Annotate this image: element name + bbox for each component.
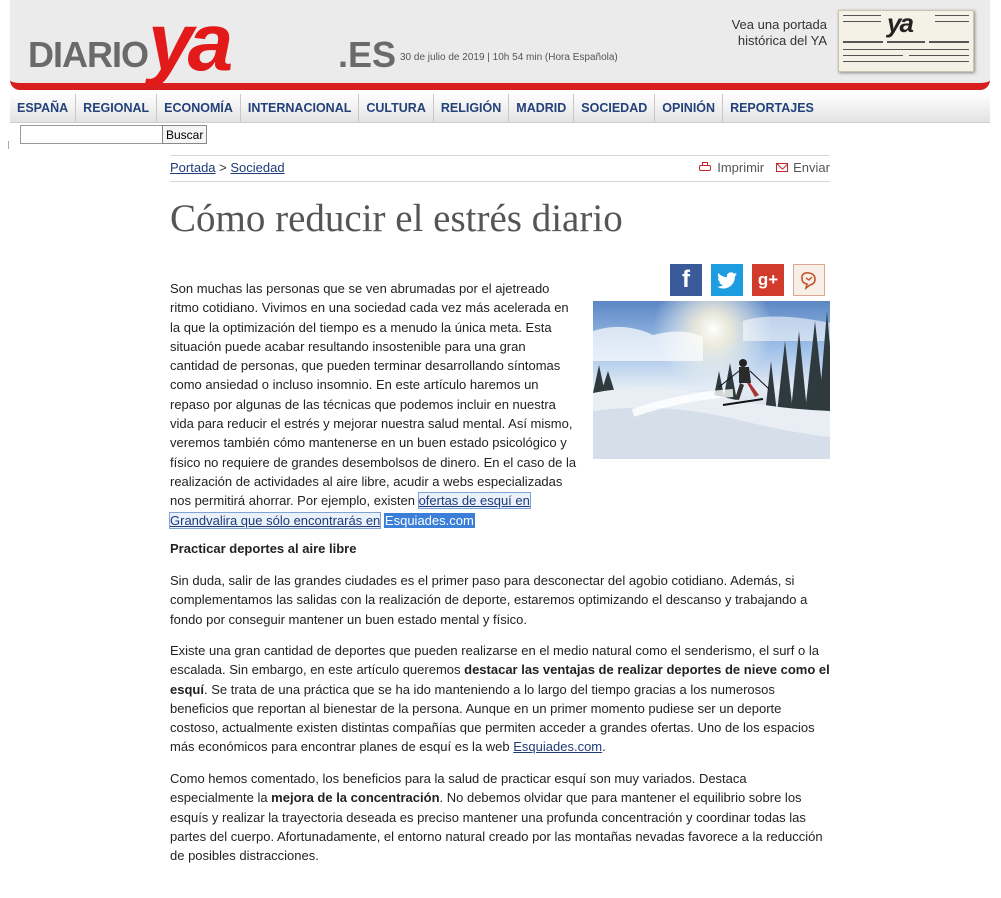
nav-item-economia[interactable]: ECONOMÍA [157, 94, 241, 122]
article-paragraph [170, 641, 830, 757]
article-paragraph [170, 769, 830, 865]
breadcrumb-section-link[interactable]: Sociedad [230, 160, 285, 175]
send-button[interactable] [776, 160, 830, 175]
thumb-text-line [935, 15, 969, 16]
nav-item-religion[interactable]: RELIGIÓN [434, 94, 509, 122]
historic-cover-promo[interactable] [710, 17, 827, 49]
send-label: Enviar [793, 160, 830, 175]
facebook-icon[interactable]: f [670, 264, 702, 296]
article-paragraph: Sin duda, salir de las grandes ciudades es el primer paso para desconectar del agobio cotidiano. Además, si complementamos las salidas con la realización de deporte, estaremos optimizando el descanso y trabajando a fondo por conseguir mantener un buen estado mental y físico. [170, 573, 808, 627]
skier-scene [593, 301, 830, 459]
logo-diario-text[interactable]: DIARIO [28, 34, 148, 75]
envelope-icon [776, 163, 788, 172]
thumb-text-line [843, 21, 881, 22]
divider [170, 181, 830, 182]
paragraph-text: Son muchas las personas que se ven abrumadas por el ajetreado ritmo cotidiano. Vivimos en una sociedad cada vez más acelerada en la que la optimización del tiempo es a menudo la única meta. Esta situación puede acabar resultando insostenible para una gran cantidad de personas, que pueden terminar desarrollando síntomas como ansiedad o incluso insomnio. En este artículo haremos un repaso por algunas de las técnicas que podemos incluir en nuestra vida para reducir el estrés y mejorar nuestra salud mental. Así mismo, veremos también cómo mantenerse en un buen estado psicológico y físico no requiere de grandes desembolsos de dinero. En el caso de la realización de actividades al aire libre, acudir a webs especializadas nos permitirá ahorrar. Por ejemplo, existen [170, 281, 577, 509]
breadcrumb-separator: > [215, 160, 231, 175]
thumb-text-line [909, 55, 969, 56]
article-paragraph-intro [170, 279, 578, 530]
thumb-headline-line [929, 41, 969, 43]
twitter-icon[interactable] [711, 264, 743, 296]
search-input[interactable] [20, 125, 164, 144]
nav-item-regional[interactable]: REGIONAL [76, 94, 157, 122]
nav-item-reportajes[interactable]: REPORTAJES [730, 101, 814, 115]
promo-line-2[interactable]: histórica del YA [737, 33, 827, 48]
paragraph-text: . No debemos olvidar que para mantener el equilibrio sobre los esquís y realizar la trayectoria deseada es preciso mantener una profunda concentración y coordinar todas las partes del cuerpo. Afortunadamente, el entorno natural creado por las montañas nevadas favorece a la reducción de posibles distracciones. [170, 790, 823, 864]
thumb-headline-line [843, 41, 883, 43]
ski-offers-link[interactable]: ofertas de esquí en Grandvalira que sólo encontrarás en [170, 493, 530, 528]
print-button[interactable] [698, 160, 764, 175]
divider [170, 155, 830, 156]
printer-icon [698, 162, 712, 174]
paragraph-text: . Se trata de una práctica que se ha ido manteniendo a lo largo del tiempo gracias a los numerosos beneficios que reportan al bienestar de la persona. Aunque en un primer momento pudiese ser un deporte costoso, actualmente existen distintas compañías que permiten acceder a grandes ofertas. Uno de los espacios más económicos para encontrar planes de esquí es la web [170, 681, 815, 755]
breadcrumb [170, 160, 285, 175]
google-plus-icon[interactable]: g+ [752, 264, 784, 296]
logo-ya-text[interactable]: ya [148, 0, 228, 88]
nav-item-sociedad[interactable]: SOCIEDAD [574, 94, 655, 122]
thumb-text-line [843, 15, 881, 16]
article-image-skier [593, 301, 830, 459]
main-nav [10, 94, 990, 123]
promo-line-1[interactable]: Vea una portada [731, 17, 827, 32]
historic-cover-thumbnail[interactable] [838, 10, 974, 72]
thumb-text-line [935, 21, 969, 22]
thumb-text-line [843, 49, 969, 50]
paragraph-text: . [602, 739, 606, 755]
nav-item-madrid[interactable]: MADRID [509, 94, 574, 122]
page-title: Cómo reducir el estrés diario [170, 197, 623, 240]
social-share-bar [670, 264, 825, 296]
site-header [10, 0, 990, 90]
section-heading: Practicar deportes al aire libre [170, 541, 357, 556]
thumb-text-line [843, 61, 969, 62]
thumb-logo: ya [887, 10, 912, 38]
print-label: Imprimir [717, 160, 765, 175]
nav-item-espana[interactable]: ESPAÑA [10, 94, 76, 122]
thumb-headline-line [887, 41, 925, 43]
paragraph-text: Como hemos comentado, los beneficios para la salud de practicar esquí son muy variados. Destaca especialmente la [170, 771, 747, 806]
divider-mark [8, 141, 9, 149]
nav-item-cultura[interactable]: CULTURA [359, 94, 433, 122]
bold-text: mejora de la concentración [271, 790, 440, 806]
breadcrumb-home-link[interactable]: Portada [170, 160, 216, 175]
esquiades-link[interactable]: Esquiades.com [513, 739, 603, 755]
twitter-bird-shape [717, 272, 737, 289]
bold-text: destacar las ventajas de realizar deportes de nieve como el esquí [170, 662, 830, 697]
thumb-text-line [843, 55, 903, 56]
esquiades-link-selected[interactable]: Esquiades.com [384, 512, 474, 528]
nav-item-internacional[interactable]: INTERNACIONAL [241, 94, 359, 122]
search-button[interactable]: Buscar [162, 125, 207, 144]
date-line: 30 de julio de 2019 | 10h 54 min (Hora Española) [400, 52, 618, 63]
mail-share-icon[interactable] [793, 264, 825, 296]
paragraph-text: Existe una gran cantidad de deportes que pueden realizarse en el medio natural como el senderismo, el surf o la escalada. Sin embargo, en este artículo queremos [170, 643, 819, 678]
logo-es-text[interactable]: .ES [338, 34, 397, 75]
article-tools [698, 160, 830, 175]
mail-share-shape [798, 270, 820, 290]
nav-item-opinion[interactable]: OPINIÓN [655, 94, 723, 122]
